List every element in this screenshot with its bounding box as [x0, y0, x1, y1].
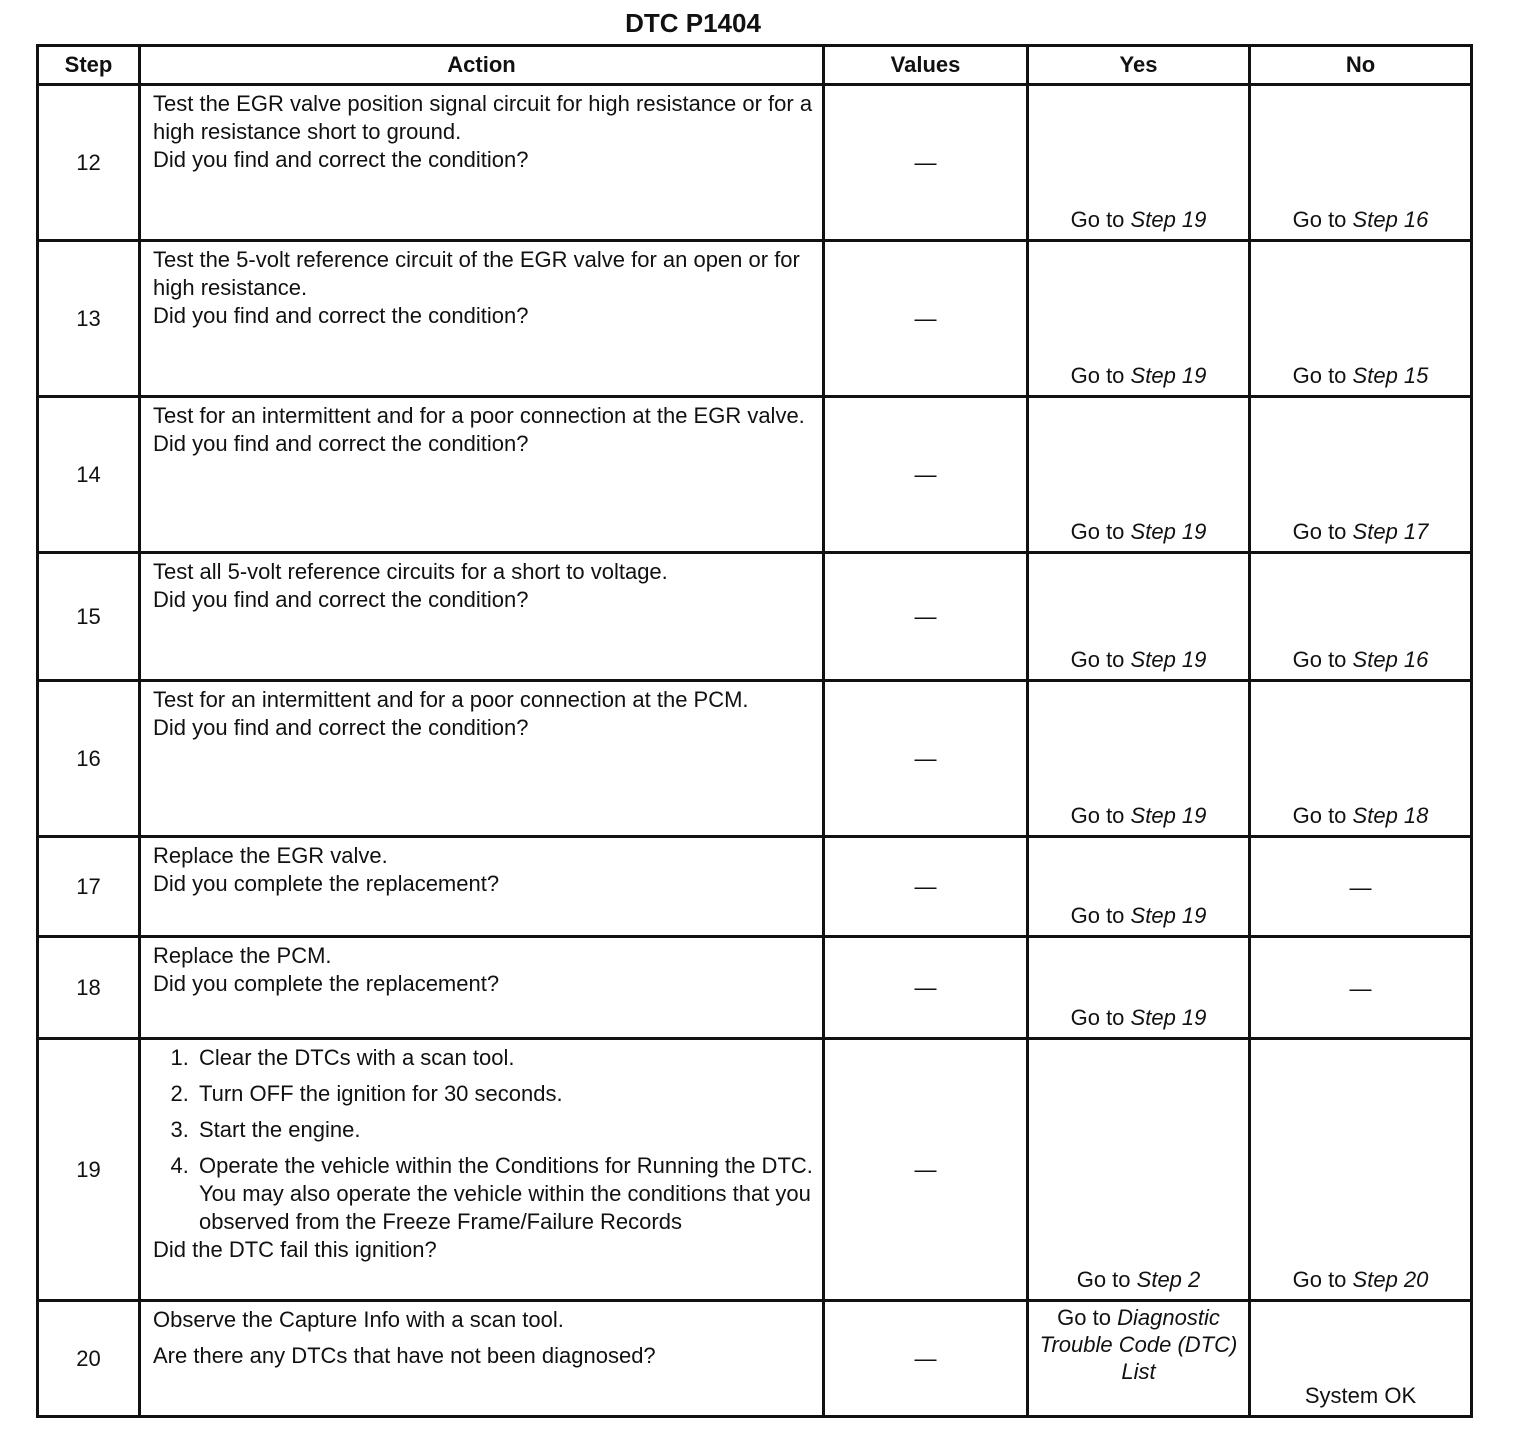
yes-cell [1028, 553, 1250, 681]
step-number: 20 [38, 1301, 140, 1417]
yes-cell [1028, 241, 1250, 397]
action-cell [140, 397, 824, 553]
step-number: 19 [38, 1039, 140, 1301]
goto-prefix: Go to [1292, 803, 1347, 828]
no-cell [1250, 241, 1472, 397]
no-step-link[interactable]: Step 20 [1352, 1267, 1429, 1292]
table-row [38, 1039, 1472, 1301]
action-cell [140, 1039, 824, 1301]
header-step: Step [38, 46, 140, 85]
yes-step-link[interactable]: Step 19 [1130, 647, 1207, 672]
step-number: 16 [38, 681, 140, 837]
table-row [38, 241, 1472, 397]
step-number: 17 [38, 837, 140, 937]
yes-cell [1028, 397, 1250, 553]
action-cell [140, 553, 824, 681]
action-text: Test for an intermittent and for a poor connection at the EGR valve. [153, 403, 805, 428]
table-row [38, 85, 1472, 241]
yes-step-link[interactable]: Step 19 [1130, 1005, 1207, 1030]
goto-prefix: Go to [1292, 519, 1347, 544]
goto-prefix: Go to [1076, 1267, 1131, 1292]
action-cell [140, 85, 824, 241]
list-item: 4. Operate the vehicle within the Conditions for Running the DTC. You may also operate the vehicle within the conditions that you observed from the Freeze Frame/Failure Records [195, 1152, 814, 1236]
values-cell: — [824, 241, 1028, 397]
step-number: 13 [38, 241, 140, 397]
yes-cell [1028, 1039, 1250, 1301]
action-text: Test the 5-volt reference circuit of the EGR valve for an open or for high resistance. [153, 247, 800, 300]
values-cell: — [824, 681, 1028, 837]
yes-cell [1028, 937, 1250, 1039]
values-cell: — [824, 937, 1028, 1039]
goto-prefix: Go to [1070, 647, 1125, 672]
no-cell: — [1250, 837, 1472, 937]
yes-cell [1028, 837, 1250, 937]
table-row [38, 837, 1472, 937]
action-question: Did you find and correct the condition? [153, 715, 529, 740]
goto-prefix: Go to [1292, 207, 1347, 232]
action-question: Did the DTC fail this ignition? [153, 1237, 437, 1262]
table-header-row [38, 46, 1472, 85]
yes-step-link[interactable]: Step 2 [1136, 1267, 1201, 1292]
goto-prefix: Go to [1292, 647, 1347, 672]
goto-prefix: Go to [1070, 207, 1125, 232]
action-question: Did you find and correct the condition? [153, 303, 529, 328]
goto-prefix: Go to [1070, 363, 1125, 388]
no-cell [1250, 553, 1472, 681]
yes-step-link[interactable]: Step 19 [1130, 207, 1207, 232]
action-text: Observe the Capture Info with a scan tool. [153, 1307, 564, 1332]
action-cell [140, 1301, 824, 1417]
action-text: Test all 5-volt reference circuits for a short to voltage. [153, 559, 668, 584]
step-number: 14 [38, 397, 140, 553]
values-cell: — [824, 85, 1028, 241]
values-cell: — [824, 1301, 1028, 1417]
diagnostic-table [36, 44, 1473, 1418]
table-row [38, 553, 1472, 681]
yes-cell [1028, 681, 1250, 837]
no-step-link[interactable]: Step 15 [1352, 363, 1429, 388]
action-question: Did you find and correct the condition? [153, 147, 529, 172]
action-text: Replace the EGR valve. [153, 843, 388, 868]
action-cell [140, 837, 824, 937]
no-step-link[interactable]: Step 16 [1352, 207, 1429, 232]
table-row [38, 397, 1472, 553]
action-text: Test for an intermittent and for a poor connection at the PCM. [153, 687, 749, 712]
no-cell: System OK [1250, 1301, 1472, 1417]
action-text: Replace the PCM. [153, 943, 332, 968]
page-title: DTC P1404 [625, 8, 761, 38]
goto-prefix: Go to [1292, 1267, 1347, 1292]
no-cell [1250, 681, 1472, 837]
action-steps-list [153, 1044, 814, 1236]
action-question: Did you find and correct the condition? [153, 587, 529, 612]
action-question: Are there any DTCs that have not been diagnosed? [153, 1343, 656, 1368]
action-question: Did you complete the replacement? [153, 971, 500, 996]
step-number: 12 [38, 85, 140, 241]
action-text: Test the EGR valve position signal circuit for high resistance or for a high resistance short to ground. [153, 91, 813, 144]
goto-prefix: Go to [1070, 1005, 1125, 1030]
no-step-link[interactable]: Step 16 [1352, 647, 1429, 672]
table-row [38, 681, 1472, 837]
goto-prefix: Go to [1070, 903, 1125, 928]
action-question: Did you complete the replacement? [153, 871, 500, 896]
list-item: 1. Clear the DTCs with a scan tool. [195, 1044, 814, 1072]
list-item: 2. Turn OFF the ignition for 30 seconds. [195, 1080, 814, 1108]
values-cell: — [824, 397, 1028, 553]
values-cell: — [824, 553, 1028, 681]
yes-cell [1028, 85, 1250, 241]
header-no: No [1250, 46, 1472, 85]
no-cell [1250, 85, 1472, 241]
action-cell [140, 681, 824, 837]
no-cell: — [1250, 937, 1472, 1039]
header-yes: Yes [1028, 46, 1250, 85]
dtc-list-link[interactable]: Diagnostic Trouble Code (DTC) List [1039, 1305, 1238, 1384]
table-row [38, 1301, 1472, 1417]
goto-prefix: Go to [1292, 363, 1347, 388]
action-cell [140, 241, 824, 397]
yes-cell [1028, 1301, 1250, 1417]
table-row [38, 937, 1472, 1039]
yes-step-link[interactable]: Step 19 [1130, 519, 1207, 544]
step-number: 15 [38, 553, 140, 681]
no-step-link[interactable]: Step 17 [1352, 519, 1429, 544]
yes-step-link[interactable]: Step 19 [1130, 903, 1207, 928]
yes-step-link[interactable]: Step 19 [1130, 803, 1207, 828]
action-question: Did you find and correct the condition? [153, 431, 529, 456]
values-cell: — [824, 837, 1028, 937]
values-cell: — [824, 1039, 1028, 1301]
list-item: 3. Start the engine. [195, 1116, 814, 1144]
no-cell [1250, 1039, 1472, 1301]
header-values: Values [824, 46, 1028, 85]
header-action: Action [140, 46, 824, 85]
goto-prefix: Go to [1070, 803, 1125, 828]
goto-prefix: Go to [1070, 519, 1125, 544]
yes-step-link[interactable]: Step 19 [1130, 363, 1207, 388]
goto-prefix: Go to [1057, 1305, 1111, 1330]
no-step-link[interactable]: Step 18 [1352, 803, 1429, 828]
step-number: 18 [38, 937, 140, 1039]
no-cell [1250, 397, 1472, 553]
action-cell [140, 937, 824, 1039]
